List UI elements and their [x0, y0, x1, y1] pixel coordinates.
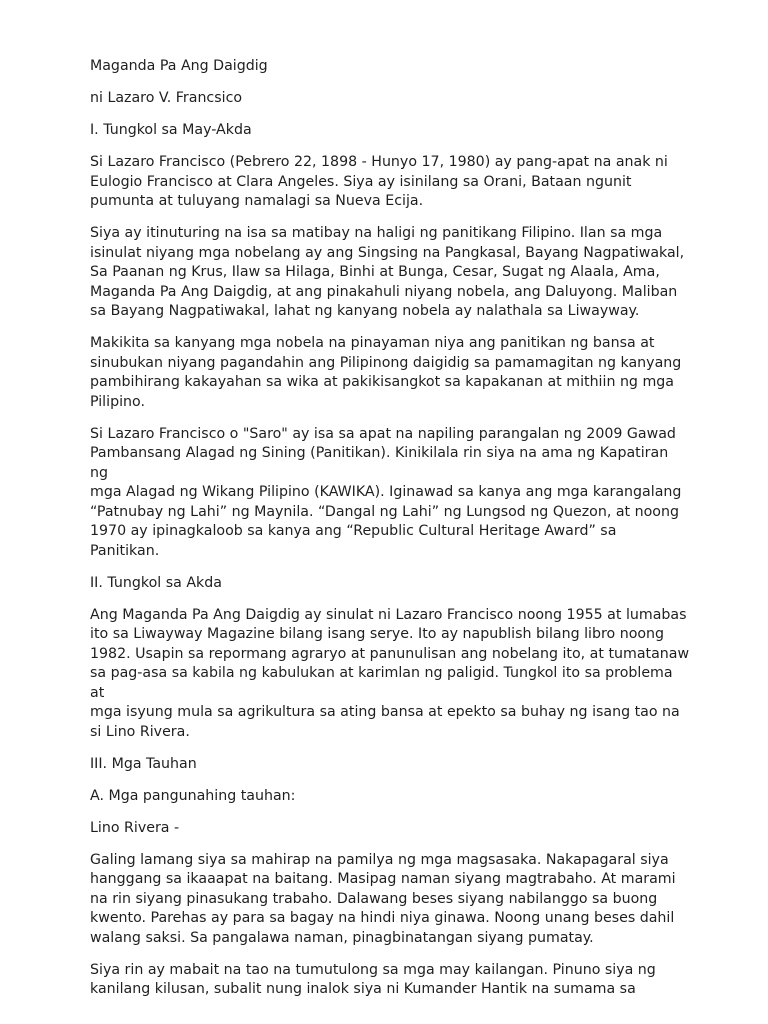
- paragraph: Galing lamang siya sa mahirap na pamilya ng mga magsasaka. Nakapagaral siya hanggang sa ikaaapat na baitang. Masipag naman siyang magtrabaho. At marami na rin siyang pinasukang trabaho. Dalawang beses siyang nabilanggo sa buong kwento. Parehas ay para sa bagay na hindi niya ginawa. Noong unang beses dahil walang saksi. Sa pangalawa naman, pinagbinatangan siyang pumatay.: [90, 851, 676, 946]
- document-page: [90, 57, 690, 1012]
- section-heading-author: I. Tungkol sa May-Akda: [90, 122, 252, 138]
- author-line: ni Lazaro V. Francsico: [90, 90, 243, 106]
- paragraph: Siya rin ay mabait na tao na tumutulong sa mga may kailangan. Pinuno siya ng kanilang kilusan, subalit nung inalok siya ni Kumander Hantik na sumama sa: [90, 961, 656, 997]
- section-heading-work: II. Tungkol sa Akda: [90, 574, 222, 591]
- section-heading-characters: III. Mga Tauhan: [90, 755, 197, 772]
- paragraph: Makikita sa kanyang mga nobela na pinayaman niya ang panitikan ng bansa at sinubukan niyang pagandahin ang Pilipinong daigidig sa pamamagitan ng kanyang pambihirang kakayahan sa wika at pakikisangkot sa kapakanan at mithiin ng mga Pilipino.: [90, 335, 682, 410]
- subheading-main-characters: A. Mga pangunahing tauhan:: [90, 787, 296, 804]
- character-name: Lino Rivera -: [90, 819, 180, 836]
- paragraph: Siya ay itinuturing na isa sa matibay na haligi ng panitikang Filipino. Ilan sa mga isinulat niyang mga nobelang ay ang Singsing na Pangkasal, Bayang Nagpatiwakal, Sa Paanan ng Krus, Ilaw sa Hilaga, Binhi at Bunga, Cesar, Sugat ng Alaala, Ama, Maganda Pa Ang Daigdig, at ang pinakahuli niyang nobela, ang Daluyong. Maliban sa Bayang Nagpatiwakal, lahat ng kanyang nobela ay nalathala sa Liwayway.: [90, 225, 685, 319]
- paragraph: Ang Maganda Pa Ang Daigdig ay sinulat ni Lazaro Francisco noong 1955 at lumabas ito sa Liwayway Magazine bilang isang serye. Ito ay napublish bilang libro noong 1982. Usapin sa repormang agraryo at panunulisan ang nobelang ito, at tumatanaw sa pag-asa sa kabila ng kabulukan at karimlan ng paligid. Tungkol ito sa problema at mga isyung mula sa agrikultura sa ating bansa at epekto sa buhay ng isang tao na si Lino Rivera.: [90, 606, 690, 740]
- document-title: Maganda Pa Ang Daigdig: [90, 58, 268, 74]
- paragraph: Si Lazaro Francisco (Pebrero 22, 1898 - Hunyo 17, 1980) ay pang-apat na anak ni Eulogio Francisco at Clara Angeles. Siya ay isinilang sa Orani, Bataan ngunit pumunta at tuluyang namalagi sa Nueva Ecija.: [90, 154, 668, 209]
- paragraph: Si Lazaro Francisco o "Saro" ay isa sa apat na napiling parangalan ng 2009 Gawad Pambansang Alagad ng Sining (Panitikan). Kinikilala rin siya na ama ng Kapatiran ng mga Alagad ng Wikang Pilipino (KAWIKA). Iginawad sa kanya ang mga karangalang “Patnubay ng Lahi” ng Maynila. “Dangal ng Lahi” ng Lungsod ng Quezon, at noong 1970 ay ipinagkaloob sa kanya ang “Republic Cultural Heritage Award” sa Panitikan.: [90, 425, 682, 559]
